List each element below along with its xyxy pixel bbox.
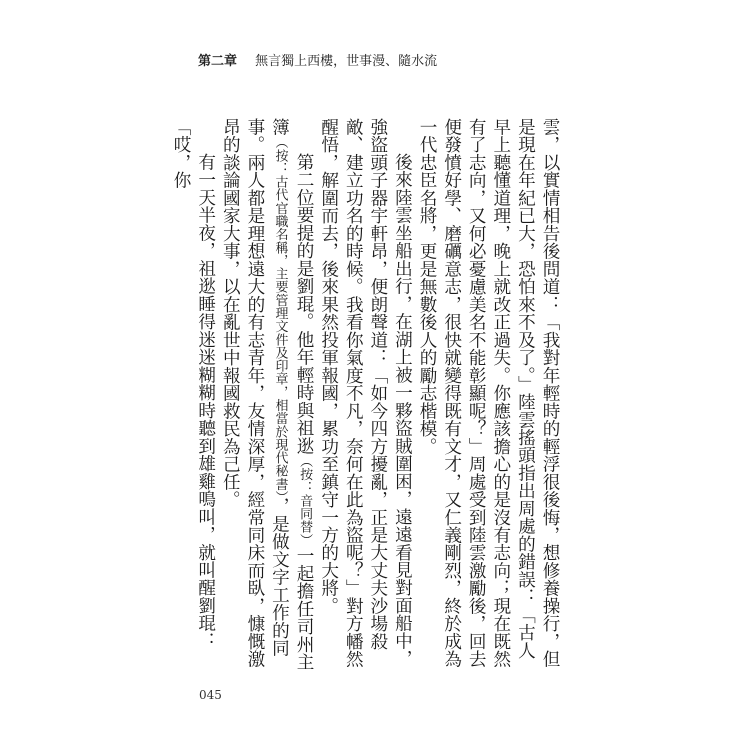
paragraph-3-text-a: 第二位要提的是劉琨。他年輕時與祖逖 [294, 153, 315, 455]
paragraph-3-text-b: 一起擔任司州主簿 [269, 118, 315, 671]
annotation-pronunciation: （按：音同替） [297, 454, 313, 547]
paragraph-1: 雲，以實情相告後問道：「我對年輕時的輕浮很後悔，想修養操行，但是現在年紀已大，恐怕來不及了。」陸雲搖頭指出周處的錯誤：「古人早上聽懂道理，晚上就改正過失。你應該擔心的是沒有志向；現在既然有了志向，又何必憂慮美名不能彰顯呢？」周處受到陸雲激勵後，回去便發憤好學、磨礪意志，很快就變得既有文才，又仁義剛烈，終於成為一代忠臣名將，更是無數後人的勵志楷模。 [417, 118, 560, 668]
body-text [171, 118, 562, 676]
paragraph-2: 後來陸雲坐船出行，在湖上被一夥盜賊圍困，遠遠看見對面船中，強盜頭子器宇軒昂，便朗聲道：「如今四方擾亂，正是大丈夫沙場殺敵、建立功名的時候。我看你氣度不凡，奈何在此為盜呢？」對方幡然醒悟，解圍而去，後來果然投軍報國，累功至鎮守一方的大將。 [318, 118, 413, 668]
page-number: 045 [199, 688, 222, 702]
paragraph-3-text-c: ，是做文字工作的同事。兩人都是理想遠大的有志青年，友情深厚，經常同床而臥，慷慨激昂的談論國家大事，以在亂世中報國救民為己任。 [220, 118, 290, 668]
annotation-official-title: （按：古代官職名稱，主要管理文件及印章，相當於現代秘書） [272, 135, 288, 498]
running-header [198, 50, 437, 69]
paragraph-4: 有一天半夜，祖逖睡得迷迷糊糊時聽到雄雞鳴叫，就叫醒劉琨：「哎，你 [171, 118, 216, 650]
chapter-title: 無言獨上西樓，世事漫、隨水流 [255, 54, 438, 69]
chapter-label: 第二章 [198, 54, 238, 69]
paragraph-3 [218, 118, 316, 676]
